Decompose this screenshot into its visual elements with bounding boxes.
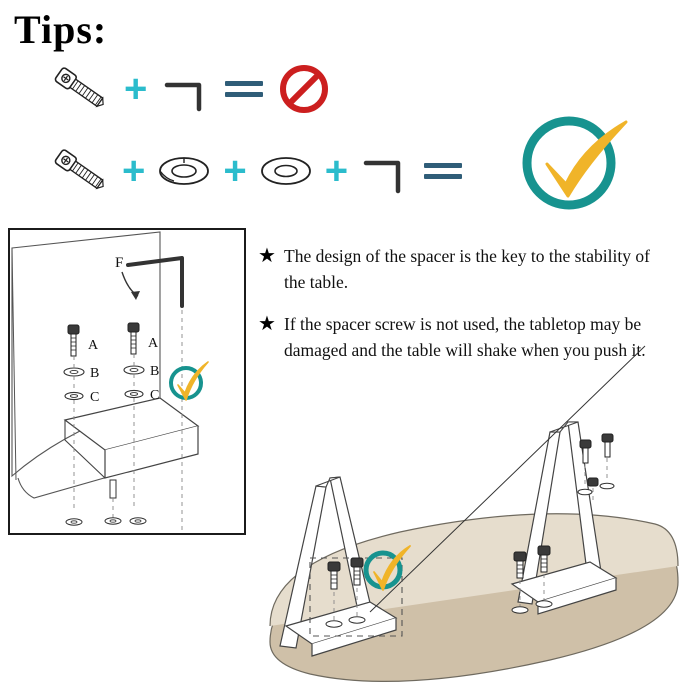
- prohibited-icon: [277, 62, 331, 116]
- inset-label-screw-right: A: [148, 336, 159, 351]
- spring-washer-icon: [155, 147, 213, 195]
- plus-sign: +: [324, 149, 349, 193]
- star-bullet-icon: ★: [258, 313, 276, 335]
- inset-label-screw-left: A: [88, 338, 99, 353]
- inset-drawing: [10, 230, 244, 533]
- note-text: The design of the spacer is the key to the stability of the table.: [284, 246, 650, 292]
- equation-row-wrong: [50, 62, 331, 116]
- spacer-detail-inset: [8, 228, 246, 535]
- allen-key-icon: [358, 145, 410, 197]
- check-icon: [514, 106, 636, 216]
- page-title: Tips:: [14, 7, 108, 52]
- inset-label-washer-right: B: [150, 364, 160, 379]
- plus-sign: +: [223, 149, 247, 193]
- screw-icon: [50, 145, 112, 197]
- screw-icon: [50, 63, 112, 115]
- plus-sign: +: [122, 149, 146, 193]
- inset-label-flat-left: C: [90, 390, 100, 405]
- equals-sign: [424, 161, 462, 181]
- inset-label-flat-right: C: [150, 388, 160, 403]
- inset-label-tool: F: [115, 255, 124, 271]
- flat-washer-icon: [257, 147, 315, 195]
- allen-key-icon: [159, 63, 211, 115]
- plus-sign: +: [124, 67, 148, 111]
- equation-row-correct: [50, 145, 476, 197]
- table-illustration: [250, 330, 679, 693]
- note-text: If the spacer screw is not used, the tabletop may be damaged and the table will shake when you push it.: [284, 314, 646, 360]
- inset-label-washer-left: B: [90, 366, 100, 381]
- note-item: [258, 243, 670, 295]
- equals-sign: [225, 79, 263, 99]
- star-bullet-icon: ★: [258, 245, 276, 267]
